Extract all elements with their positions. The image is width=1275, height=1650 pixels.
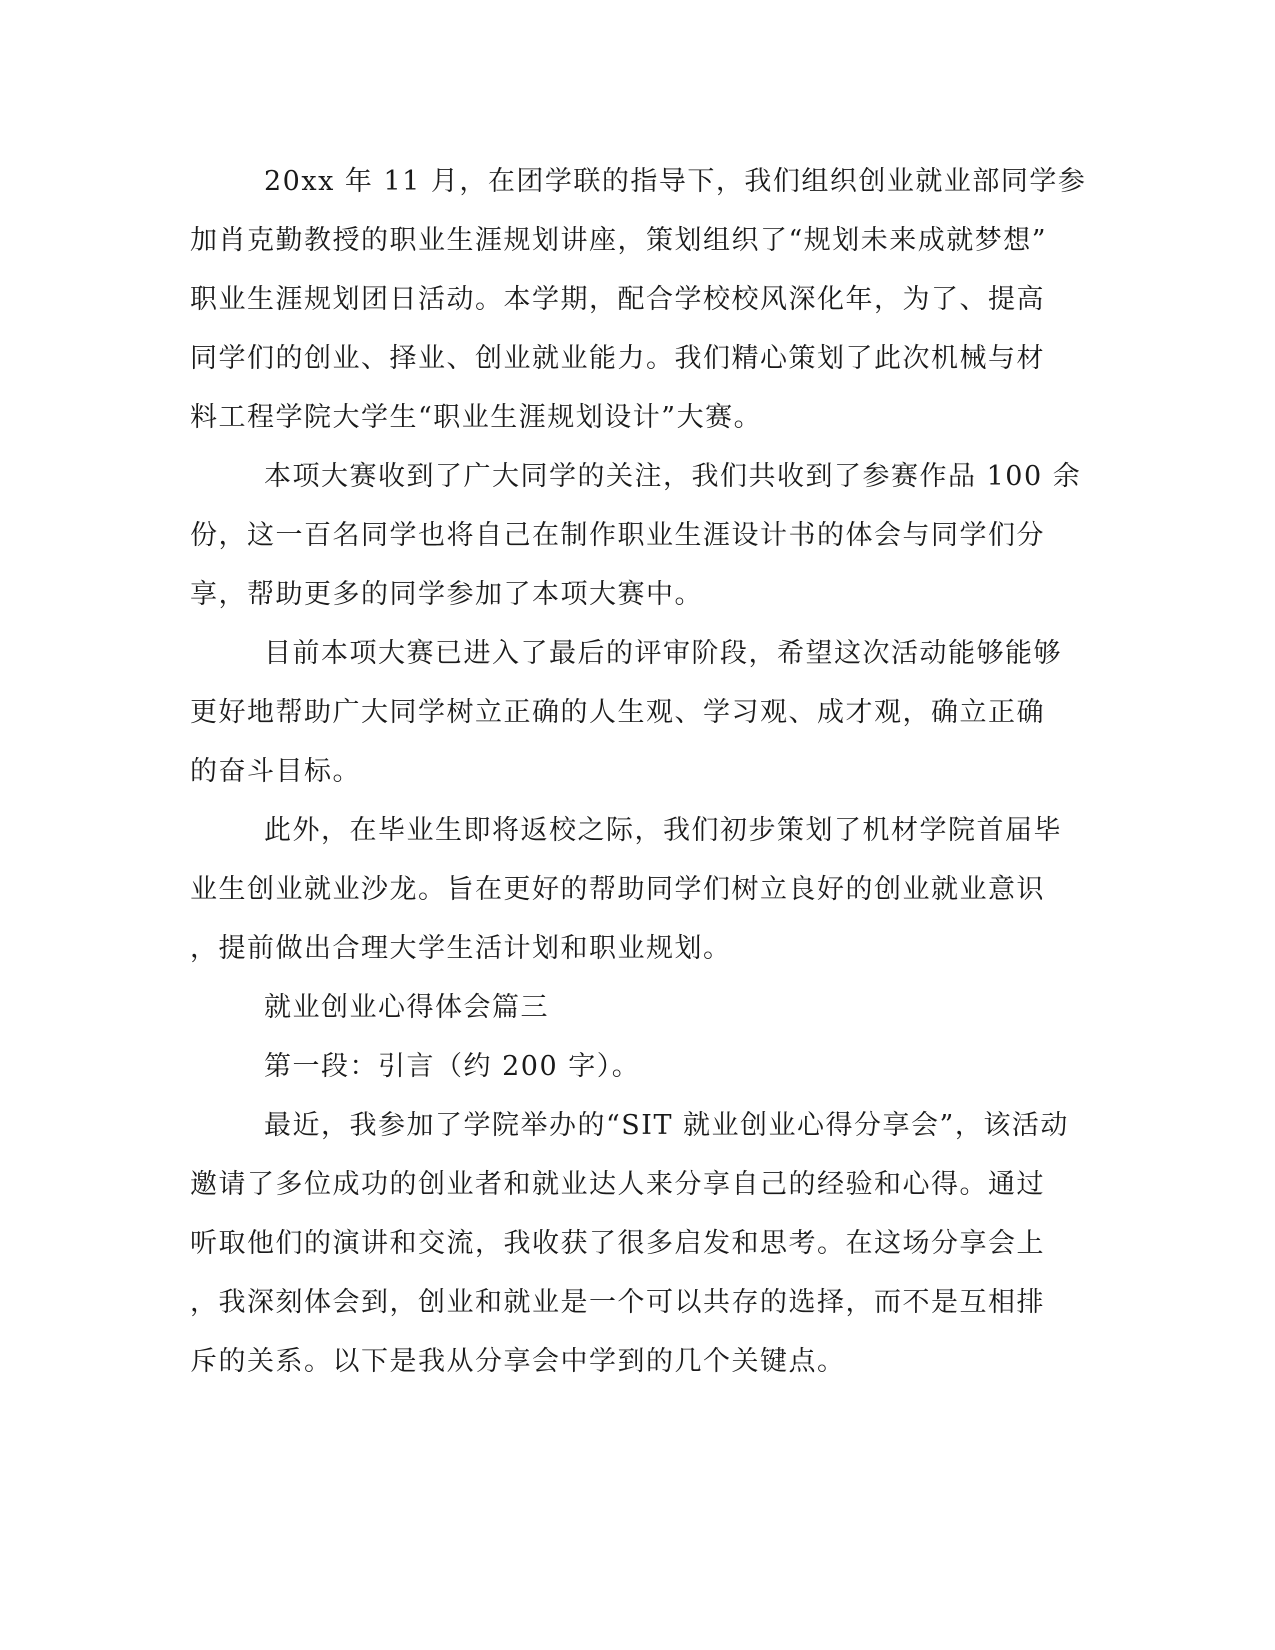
subheading: 第一段：引言（约 200 字）。: [264, 1051, 641, 1082]
text-line: 加肖克勤教授的职业生涯规划讲座，策划组织了“规划未来成就梦想”: [190, 225, 1048, 256]
text-line: 邀请了多位成功的创业者和就业达人来分享自己的经验和心得。通过: [190, 1169, 1045, 1200]
text-line: 业生创业就业沙龙。旨在更好的帮助同学们树立良好的创业就业意识: [190, 874, 1045, 905]
text-line: 更好地帮助广大同学树立正确的人生观、学习观、成才观，确立正确: [190, 697, 1045, 728]
text-line: 享，帮助更多的同学参加了本项大赛中。: [190, 579, 703, 610]
text-line: 料工程学院大学生“职业生涯规划设计”大赛。: [190, 402, 763, 433]
text-line: 的奋斗目标。: [190, 756, 361, 787]
text-line: 听取他们的演讲和交流，我收获了很多启发和思考。在这场分享会上: [190, 1228, 1045, 1259]
text-line: 此外，在毕业生即将返校之际，我们初步策划了机材学院首届毕: [264, 815, 1062, 846]
text-line: ，我深刻体会到，创业和就业是一个可以共存的选择，而不是互相排: [190, 1287, 1045, 1318]
text-line: 同学们的创业、择业、创业就业能力。我们精心策划了此次机械与材: [190, 343, 1045, 374]
text-line: 本项大赛收到了广大同学的关注，我们共收到了参赛作品 100 余: [264, 461, 1082, 492]
text-line: 最近，我参加了学院举办的“SIT 就业创业心得分享会”，该活动: [264, 1110, 1069, 1141]
text-line: 20xx 年 11 月，在团学联的指导下，我们组织创业就业部同学参: [264, 166, 1087, 197]
section-heading: 就业创业心得体会篇三: [264, 992, 549, 1023]
text-line: 目前本项大赛已进入了最后的评审阶段，希望这次活动能够能够: [264, 638, 1062, 669]
text-line: 斥的关系。以下是我从分享会中学到的几个关键点。: [190, 1346, 846, 1377]
text-line: 职业生涯规划团日活动。本学期，配合学校校风深化年，为了、提高: [190, 284, 1045, 315]
text-line: 份，这一百名同学也将自己在制作职业生涯设计书的体会与同学们分: [190, 520, 1045, 551]
text-line: ，提前做出合理大学生活计划和职业规划。: [190, 933, 732, 964]
